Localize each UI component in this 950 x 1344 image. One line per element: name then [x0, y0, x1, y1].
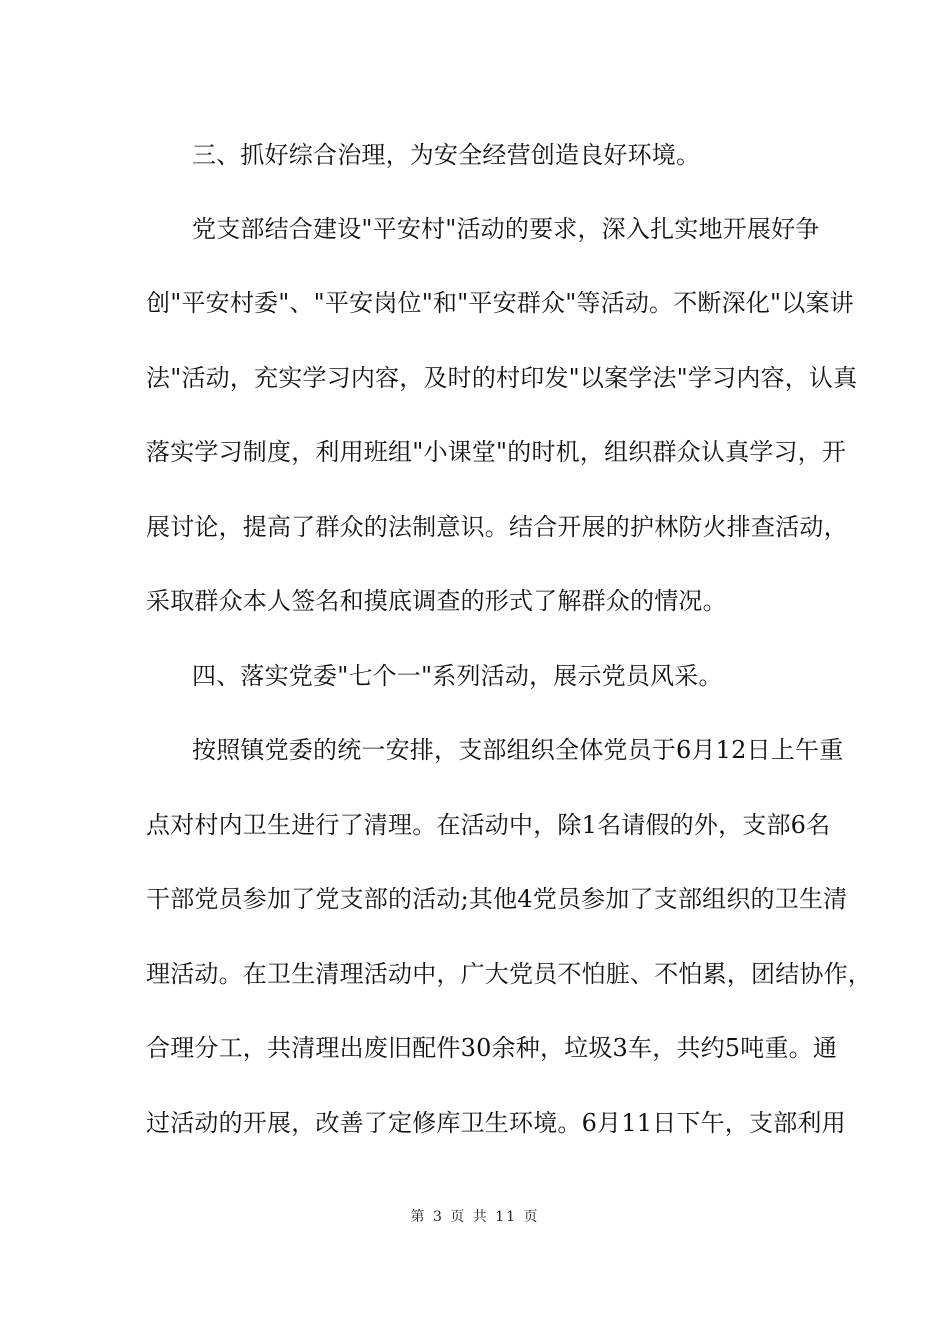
- paragraph-line: 理活动。在卫生清理活动中，广大党员不怕脏、不怕累，团结协作，: [146, 960, 872, 988]
- paragraph-line: 点对村内卫生进行了清理。在活动中，除1名请假的外，支部6名: [146, 811, 831, 839]
- paragraph-line: 展讨论，提高了群众的法制意识。结合开展的护林防火排查活动，: [146, 513, 848, 541]
- paragraph-line: 法"活动，充实学习内容，及时的村印发"以案学法"学习内容，认真: [146, 364, 858, 392]
- paragraph-line: 落实学习制度，利用班组"小课堂"的时机，组织群众认真学习，开: [146, 438, 847, 466]
- paragraph-line: 采取群众本人签名和摸底调查的形式了解群众的情况。: [146, 587, 727, 615]
- heading-section-4: 四、落实党委"七个一"系列活动，展示党员风采。: [192, 662, 723, 690]
- paragraph-line: 按照镇党委的统一安排，支部组织全体党员于6月12日上午重: [192, 736, 844, 764]
- heading-section-3: 三、抓好综合治理，为安全经营创造良好环境。: [192, 141, 701, 169]
- paragraph-line: 过活动的开展，改善了定修库卫生环境。6月11日下午，支部利用: [146, 1109, 846, 1137]
- paragraph-line: 创"平安村委"、"平安岗位"和"平安群众"等活动。不断深化"以案讲: [146, 289, 854, 317]
- paragraph-line: 合理分工，共清理出废旧配件30余种，垃圾3车，共约5吨重。通: [146, 1034, 838, 1062]
- page-number-footer: 第 3 页 共 11 页: [410, 1209, 540, 1225]
- paragraph-line: 党支部结合建设"平安村"活动的要求，深入扎实地开展好争: [192, 215, 820, 243]
- paragraph-line: 干部党员参加了党支部的活动;其他4党员参加了支部组织的卫生清: [146, 885, 848, 913]
